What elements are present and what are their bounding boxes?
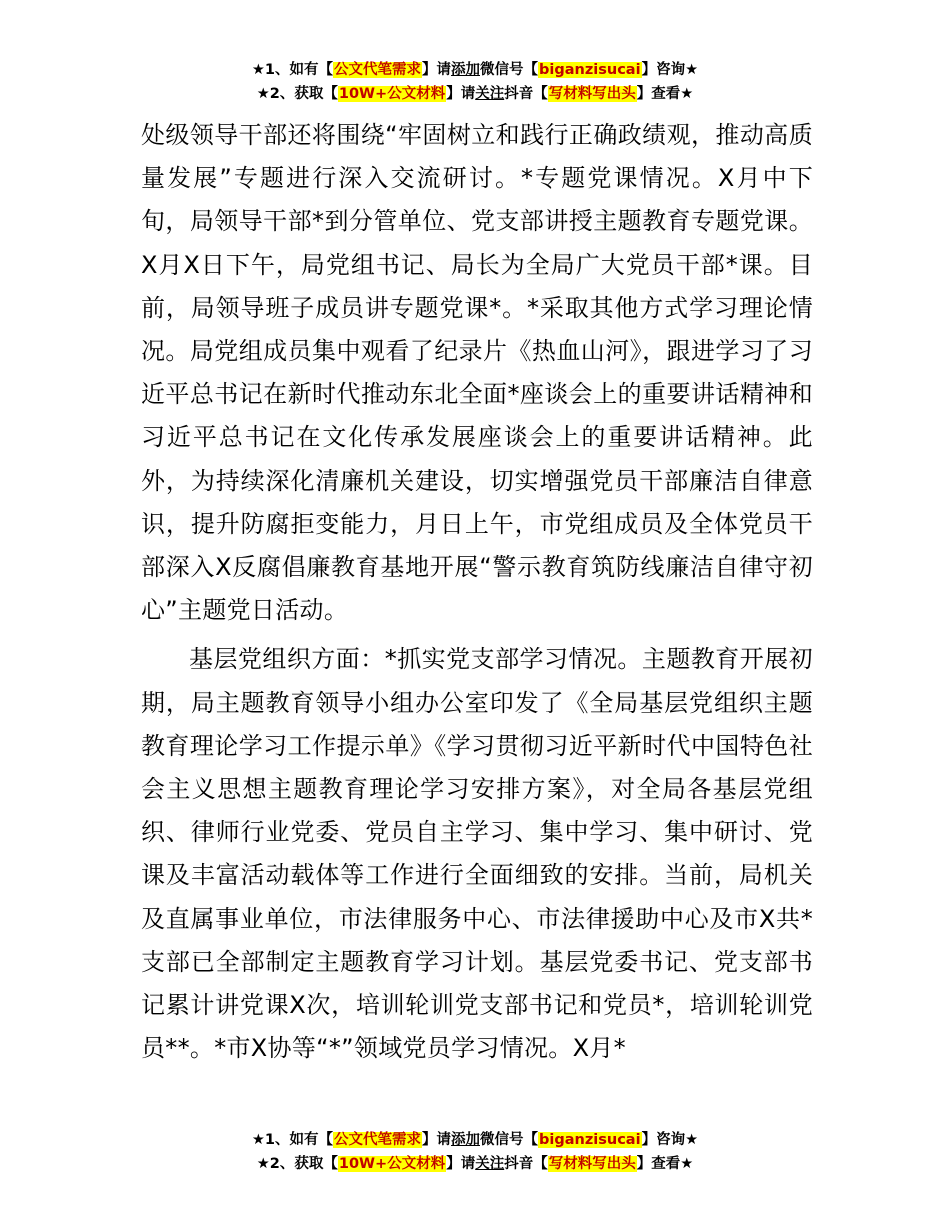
banner-highlight: biganzisucai xyxy=(539,1132,641,1148)
banner-highlight: 写材料写出头 xyxy=(548,86,636,102)
banner-text: 微信号【 xyxy=(480,62,539,78)
banner-emphasis: 添加 xyxy=(451,62,481,78)
banner-text: 】咨询★ xyxy=(641,62,699,78)
banner-text: ★1、如有【 xyxy=(251,1132,334,1148)
footer-banner-line-2 xyxy=(0,1152,950,1176)
body-paragraph-1: 处级领导干部还将围绕“牢固树立和践行正确政绩观，推动高质量发展”专题进行深入交流研讨。*专题党课情况。X月中下旬，局领导干部*到分管单位、党支部讲授主题教育专题党课。X月X日下午，局党组书记、局长为全局广大党员干部*课。目前，局领导班子成员讲专题党课*。*采取其他方式学习理论情况。局党组成员集中观看了纪录片《热血山河》，跟进学习了习近平总书记在新时代推动东北全面*座谈会上的重要讲话精神和习近平总书记在文化传承发展座谈会上的重要讲话精神。此外，为持续深化清廉机关建设，切实增强党员干部廉洁自律意识，提升防腐拒变能力，月日上午，市党组成员及全体党员干部深入X反腐倡廉教育基地开展“警示教育筑防线廉洁自律守初心”主题党日活动。 xyxy=(141,121,813,625)
banner-emphasis: 关注 xyxy=(475,86,505,102)
header-banner-line-1 xyxy=(0,58,950,82)
banner-highlight: 公文代笔需求 xyxy=(334,1132,422,1148)
banner-text: ★2、获取【 xyxy=(256,1156,338,1172)
banner-text: 】请 xyxy=(446,1156,476,1172)
banner-text: 抖音【 xyxy=(504,86,548,102)
banner-highlight: 写材料写出头 xyxy=(548,1156,636,1172)
banner-text: 】请 xyxy=(422,1132,452,1148)
banner-text: 】查看★ xyxy=(636,1156,694,1172)
banner-highlight: 公文代笔需求 xyxy=(334,62,422,78)
banner-highlight: 10W+公文材料 xyxy=(338,86,446,102)
header-banner-line-2 xyxy=(0,82,950,106)
banner-text: 】请 xyxy=(446,86,476,102)
document-body xyxy=(141,114,813,1070)
banner-text: ★1、如有【 xyxy=(251,62,334,78)
banner-highlight: 10W+公文材料 xyxy=(338,1156,446,1172)
header-banner xyxy=(0,58,950,106)
banner-text: 】请 xyxy=(422,62,452,78)
body-paragraph-2: 基层党组织方面：*抓实党支部学习情况。主题教育开展初期，局主题教育领导小组办公室印发了《全局基层党组织主题教育理论学习工作提示单》《学习贯彻习近平新时代中国特色社会主义思想主题教育理论学习安排方案》，对全局各基层党组织、律师行业党委、党员自主学习、集中学习、集中研讨、党课及丰富活动载体等工作进行全面细致的安排。当前，局机关及直属事业单位，市法律服务中心、市法律援助中心及市X共*支部已全部制定主题教育学习计划。基层党委书记、党支部书记累计讲党课X次，培训轮训党支部书记和党员*，培训轮训党员**。*市X协等“*”领域党员学习情况。X月* xyxy=(141,645,813,1063)
banner-text: 微信号【 xyxy=(480,1132,539,1148)
banner-text: ★2、获取【 xyxy=(256,86,338,102)
banner-text: 】查看★ xyxy=(636,86,694,102)
footer-banner-line-1 xyxy=(0,1128,950,1152)
footer-banner xyxy=(0,1128,950,1176)
banner-highlight: biganzisucai xyxy=(539,62,641,78)
banner-text: 】咨询★ xyxy=(641,1132,699,1148)
banner-emphasis: 关注 xyxy=(475,1156,505,1172)
banner-text: 抖音【 xyxy=(504,1156,548,1172)
banner-emphasis: 添加 xyxy=(451,1132,481,1148)
